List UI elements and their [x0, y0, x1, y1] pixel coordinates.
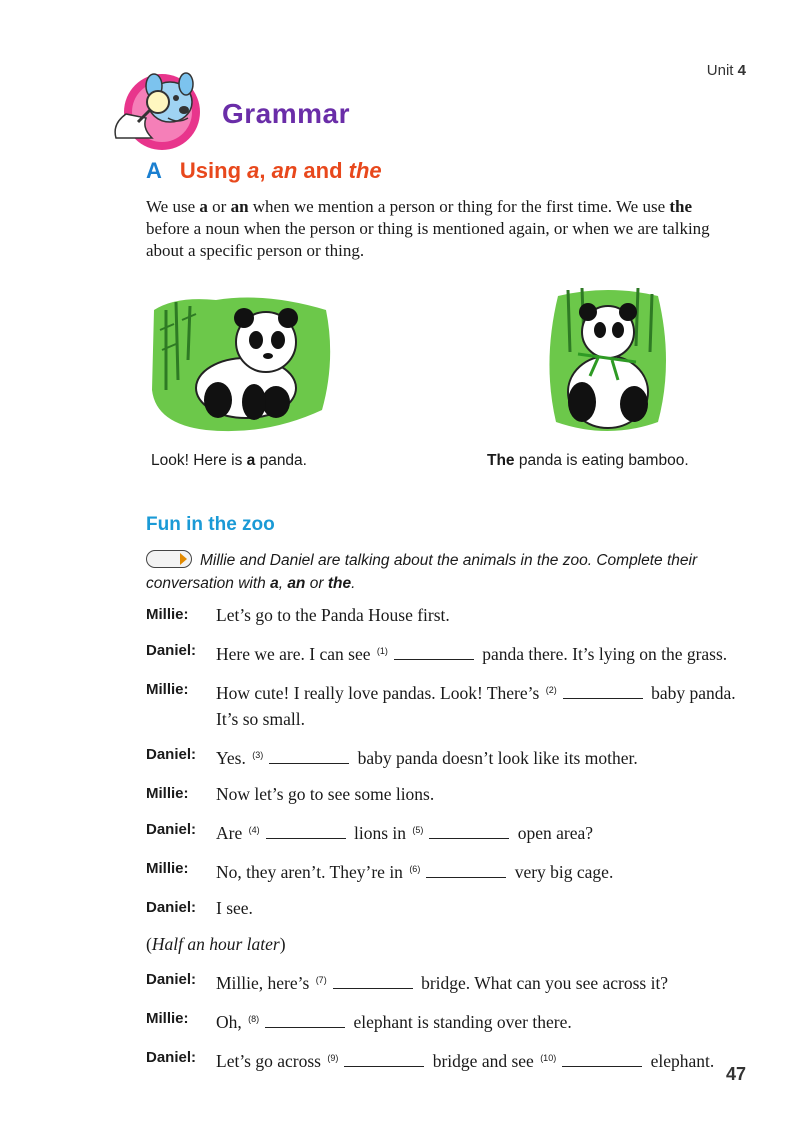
panda-standing-illustration — [146, 290, 336, 440]
exercise-instructions: Millie and Daniel are talking about the animals in the zoo. Complete their conversation with a, an or the. — [146, 552, 698, 592]
section-letter: A — [146, 158, 162, 183]
answer-blank[interactable] — [563, 682, 643, 699]
speaker: Daniel: — [146, 971, 197, 988]
dialogue-line — [146, 895, 746, 921]
stage-note: (Half an hour later) — [146, 934, 286, 954]
dialogue — [146, 602, 746, 1084]
line-text: Oh, $^{(8)}$ elephant is standing over there. — [216, 1012, 572, 1032]
speaker: Daniel: — [146, 821, 197, 838]
answer-blank[interactable] — [562, 1050, 642, 1067]
dialogue-line — [146, 1006, 746, 1035]
unit-label: Unit 4 — [706, 62, 746, 79]
answer-blank[interactable] — [429, 822, 509, 839]
line-text: Millie, here’s $^{(7)}$ bridge. What can you see across it? — [216, 973, 669, 993]
page-number: 47 — [725, 1064, 746, 1084]
speaker: Millie: — [146, 681, 189, 698]
dialogue-line — [146, 638, 746, 667]
intro-paragraph: We use a or an when we mention a person or thing for the first time. We use the before a noun when the person or thing is mentioned again, or when we are talking about a specific person or thing. — [146, 197, 710, 260]
answer-blank[interactable] — [426, 861, 506, 878]
dialogue-line — [146, 781, 746, 807]
unit-number: 4 — [737, 62, 746, 79]
answer-blank[interactable] — [266, 822, 346, 839]
dialogue-line — [146, 856, 746, 885]
dialogue-line — [146, 742, 746, 771]
line-text: Let’s go to the Panda House first. — [216, 605, 450, 625]
grammar-mascot-logo — [112, 64, 222, 154]
panda-eating-bamboo-illustration — [538, 282, 678, 440]
answer-blank[interactable] — [394, 643, 474, 660]
audio-play-icon[interactable] — [146, 550, 192, 568]
line-text: Are $^{(4)}$ lions in $^{(5)}$ open area? — [216, 823, 594, 843]
line-text: Now let’s go to see some lions. — [216, 784, 435, 804]
speaker: Daniel: — [146, 1049, 197, 1066]
caption-panda-1: Look! Here is a panda. — [151, 452, 307, 469]
caption-panda-2: The panda is eating bamboo. — [487, 452, 689, 469]
grammar-heading: Grammar — [222, 98, 351, 129]
dialogue-line — [146, 817, 746, 846]
speaker: Daniel: — [146, 899, 197, 916]
line-text: I see. — [216, 898, 253, 918]
dialogue-line — [146, 602, 746, 628]
answer-blank[interactable] — [269, 747, 349, 764]
line-text: Yes. $^{(3)}$ baby panda doesn’t look like its mother. — [216, 748, 638, 768]
line-text: How cute! I really love pandas. Look! There’s $^{(2)}$ baby panda. It’s so small. — [216, 683, 736, 729]
speaker: Daniel: — [146, 642, 197, 659]
speaker: Millie: — [146, 606, 189, 623]
speaker: Millie: — [146, 785, 189, 802]
dialogue-line — [146, 677, 746, 732]
speaker: Millie: — [146, 860, 189, 877]
fun-in-the-zoo-heading: Fun in the zoo — [146, 514, 275, 535]
section-a-heading: A Using a, an and the — [146, 158, 382, 183]
line-text: Let’s go across $^{(9)}$ bridge and see $^{(10)}$ elephant. — [216, 1051, 715, 1071]
answer-blank[interactable] — [265, 1011, 345, 1028]
line-text: No, they aren’t. They’re in $^{(6)}$ very big cage. — [216, 862, 614, 882]
speaker: Daniel: — [146, 746, 197, 763]
answer-blank[interactable] — [333, 972, 413, 989]
line-text: Here we are. I can see $^{(1)}$ panda there. It’s lying on the grass. — [216, 644, 728, 664]
dialogue-line — [146, 967, 746, 996]
answer-blank[interactable] — [344, 1050, 424, 1067]
speaker: Millie: — [146, 1010, 189, 1027]
dialogue-line — [146, 1045, 746, 1074]
